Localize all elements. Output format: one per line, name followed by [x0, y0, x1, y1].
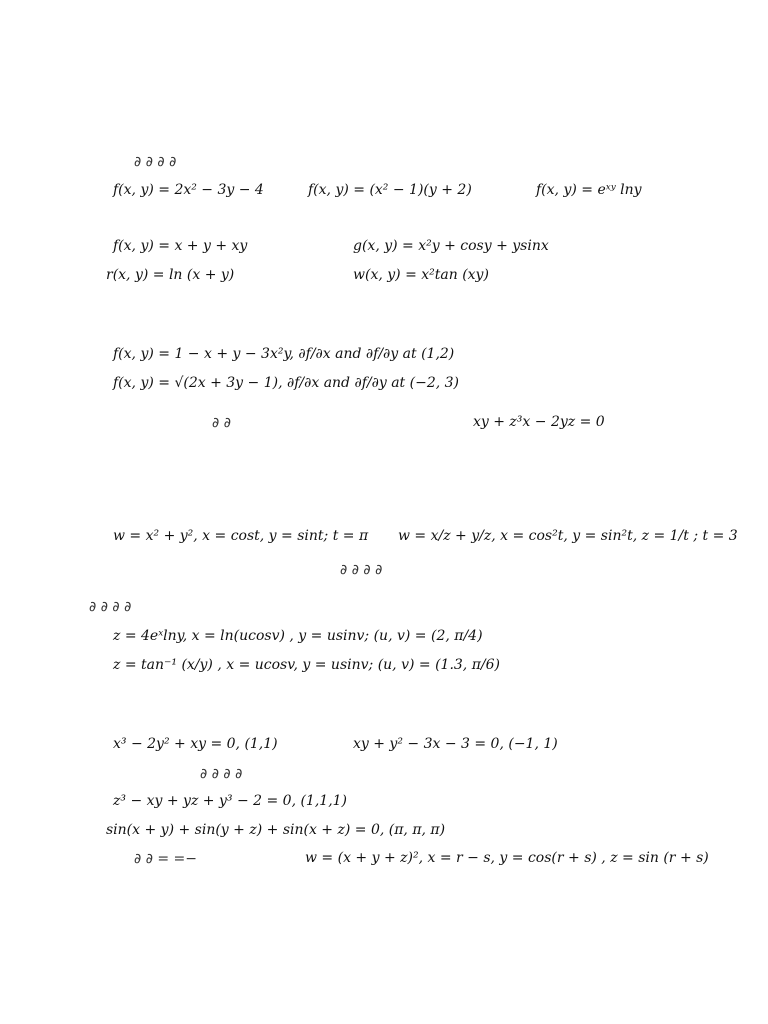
equation-14: z = tan⁻¹ (x/y) , x = ucosv, y = usinv; (u, v) = (1.3, π/6)	[113, 657, 500, 673]
equation-18: sin(x + y) + sin(y + z) + sin(x + z) = 0, (π, π, π)	[106, 822, 446, 838]
equation-11: w = x² + y², x = cost, y = sint; t = π	[113, 528, 369, 544]
partial-row-1: ∂ ∂ ∂ ∂	[134, 154, 177, 170]
equation-3: f(x, y) = eˣʸ lny	[536, 182, 642, 198]
equation-6: r(x, y) = ln (x + y)	[106, 267, 235, 283]
equation-16: xy + y² − 3x − 3 = 0, (−1, 1)	[353, 736, 558, 752]
equation-13: z = 4eˣlny, x = ln(ucosv) , y = usinv; (u, v) = (2, π/4)	[113, 628, 483, 644]
equation-5: g(x, y) = x²y + cosy + ysinx	[353, 238, 549, 254]
equation-15: x³ − 2y² + xy = 0, (1,1)	[113, 736, 278, 752]
equation-17: z³ − xy + yz + y³ − 2 = 0, (1,1,1)	[113, 793, 348, 809]
partial-row-5: ∂ ∂ ∂ ∂	[200, 766, 243, 782]
partial-row-4: ∂ ∂ ∂ ∂	[89, 599, 132, 615]
equation-8: f(x, y) = 1 − x + y − 3x²y, ∂f/∂x and ∂f/∂y at (1,2)	[113, 346, 455, 362]
partial-row-6: ∂ ∂ = =−	[134, 851, 198, 867]
equation-1: f(x, y) = 2x² − 3y − 4	[113, 182, 264, 198]
partial-row-2: ∂ ∂	[212, 415, 231, 431]
equation-19: w = (x + y + z)², x = r − s, y = cos(r + s) , z = sin (r + s)	[305, 850, 709, 866]
equation-12: w = x/z + y/z, x = cos²t, y = sin²t, z = 1/t ; t = 3	[398, 528, 738, 544]
equation-10: xy + z³x − 2yz = 0	[473, 414, 605, 430]
equation-9: f(x, y) = √(2x + 3y − 1), ∂f/∂x and ∂f/∂y at (−2, 3)	[113, 375, 460, 391]
equation-4: f(x, y) = x + y + xy	[113, 238, 248, 254]
equation-2: f(x, y) = (x² − 1)(y + 2)	[308, 182, 472, 198]
equation-7: w(x, y) = x²tan (xy)	[353, 267, 489, 283]
partial-row-3: ∂ ∂ ∂ ∂	[340, 562, 383, 578]
